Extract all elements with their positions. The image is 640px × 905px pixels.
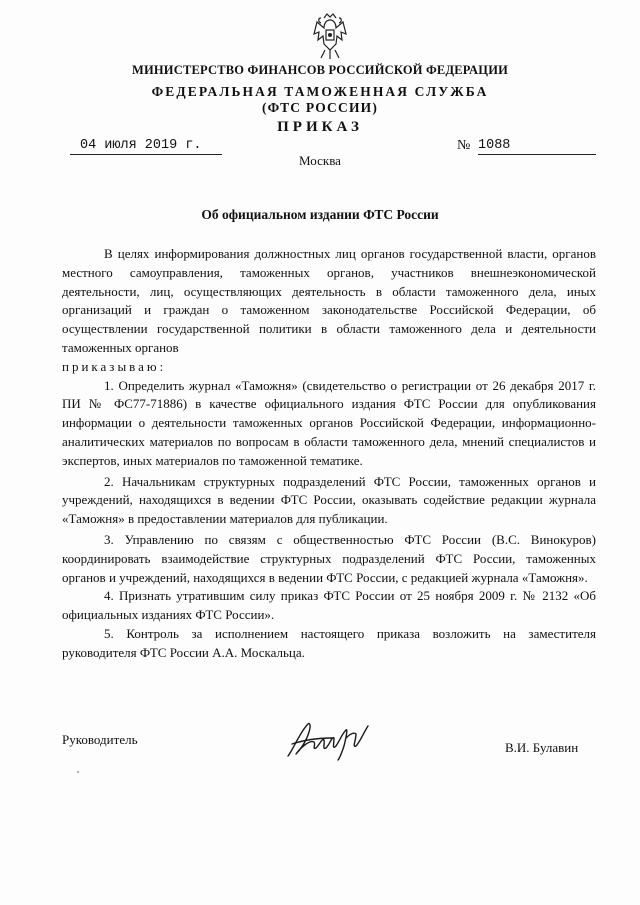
- city: Москва: [299, 153, 341, 168]
- order-item-2: 2. Начальникам структурных подразделений ФТС России, таможенных органов и учреждений, находящихся в ведении ФТС России, оказывать содействие редакции журнала «Таможня» в предоставлении материалов для публикации.: [62, 473, 596, 527]
- order-number: 1088: [478, 138, 596, 155]
- signatory-name: В.И. Булавин: [505, 740, 579, 755]
- ministry-name: МИНИСТЕРСТВО ФИНАНСОВ РОССИЙСКОЙ ФЕДЕРАЦИИ: [131, 63, 509, 77]
- signatory-position: Руководитель: [62, 732, 138, 747]
- number-sign: №: [457, 138, 471, 153]
- scan-speck: [77, 771, 79, 773]
- order-date: 04 июля 2019 г.: [70, 138, 222, 155]
- order-item-4: 4. Признать утратившим силу приказ ФТС России от 25 ноября 2009 г. № 2132 «Об официальных изданиях ФТС России».: [62, 588, 596, 623]
- document-title: Об официальном издании ФТС России: [201, 207, 439, 222]
- document-body: [62, 245, 596, 663]
- order-item-3: 3. Управлению по связям с общественностью ФТС России (В.С. Винокуров) координировать взаимодействие структурных подразделений ФТС России, таможенных органов и учреждений, находящихся в ведении ФТС России, с редакцией журнала «Таможня».: [62, 531, 596, 585]
- document-type: ПРИКАЗ: [277, 119, 363, 135]
- service-abbreviation: (ФТС РОССИИ): [261, 100, 379, 115]
- order-item-1: 1. Определить журнал «Таможня» (свидетельство о регистрации от 26 декабря 2017 г. ПИ № ФС77-71886) в качестве официального издания ФТС России для опубликования информации о деятельности таможенных органов Российской Федерации, информационно-аналитических материалов по вопросам в области таможенного дела, мнений специалистов и экспертов, иных материалов по таможенной тематике.: [62, 377, 596, 468]
- order-item-5: 5. Контроль за исполнением настоящего приказа возложить на заместителя руководителя ФТС России А.А. Москальца.: [62, 625, 596, 660]
- russian-coat-of-arms-icon: [309, 12, 351, 62]
- handwritten-signature-icon: [284, 718, 376, 762]
- service-name: ФЕДЕРАЛЬНАЯ ТАМОЖЕННАЯ СЛУЖБА: [151, 84, 489, 99]
- order-word: приказываю:: [62, 358, 167, 374]
- preamble-paragraph: В целях информирования должностных лиц органов государственной власти, органов местного самоуправления, таможенных органов, участников внешнеэкономической деятельности, лиц, осуществляющих деятельность в области таможенного дела, иных организаций и граждан о таможенном законодательстве Российской Федерации, об осуществлении государственной политики в области таможенного дела и деятельности таможенных органов: [62, 246, 596, 355]
